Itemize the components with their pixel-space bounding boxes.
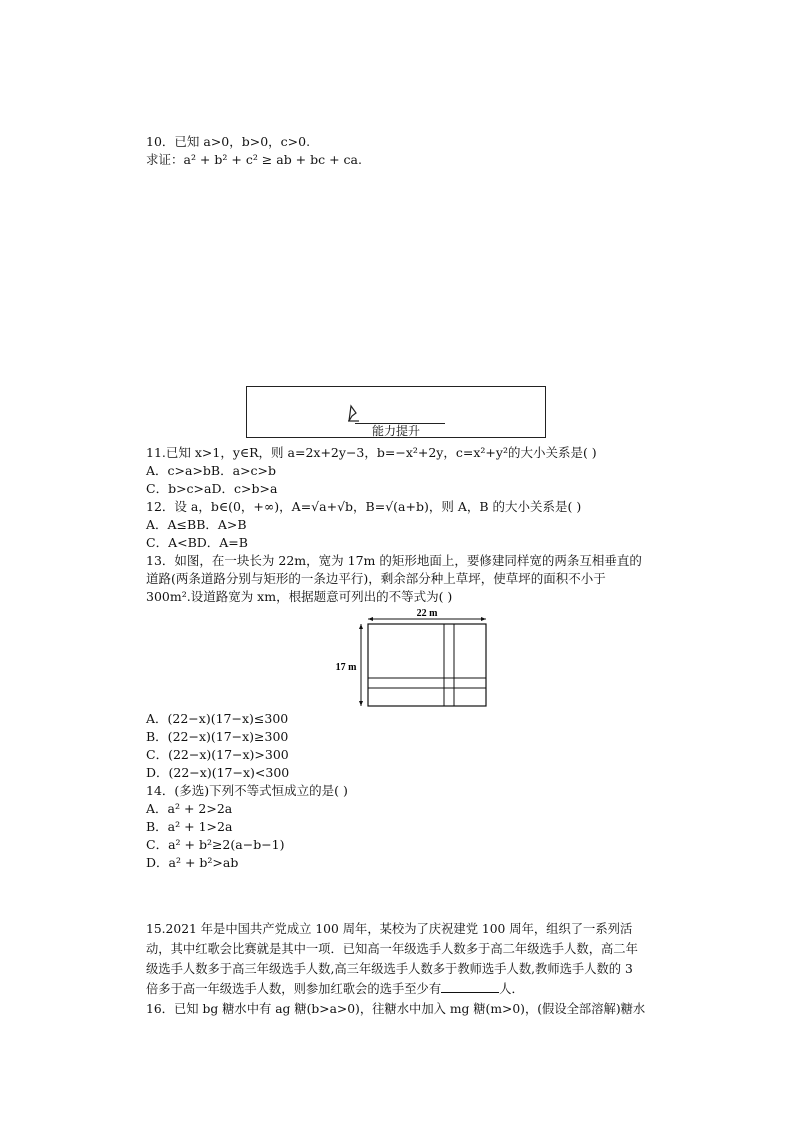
road-crossing — [445, 679, 454, 688]
width-arrow-left — [368, 617, 373, 621]
pencil-flag-icon — [347, 404, 361, 422]
height-arrow-top — [359, 624, 363, 629]
q15-line4-text: 倍多于高一年级选手人数，则参加红歌会的选手至少有 — [146, 982, 442, 996]
q10-line1: 10．已知 a>0，b>0，c>0. — [146, 134, 311, 149]
q10-line2: 求证：a² + b² + c² ≥ ab + bc + ca. — [146, 152, 362, 167]
q15-line2: 动，其中红歌会比赛就是其中一项．已知高一年级选手人数多于高二年级选手人数，高二年 — [146, 942, 638, 956]
road-diagram — [332, 606, 492, 710]
q15-line4-unit: 人． — [499, 982, 524, 996]
q15-line3: 级选手人数多于高三年级选手人数,高三年级选手人数多于教师选手人数,教师选手人数的 3 — [146, 962, 633, 976]
height-label: 17 m — [335, 662, 357, 673]
q14-option-b: B．a² + 1>2a — [146, 819, 233, 834]
q12-options-ab: A．A≤BB．A>B — [146, 517, 247, 532]
q13-line3: 300m².设道路宽为 xm，根据题意可列出的不等式为( ) — [146, 589, 453, 604]
q13-line1: 13．如图，在一块长为 22m，宽为 17m 的矩形地面上，要修建同样宽的两条互相垂直的 — [146, 553, 642, 568]
q12-stem: 12．设 a，b∈(0，+∞)，A=√a+√b，B=√(a+b)，则 A，B 的大小关系是( ) — [146, 499, 582, 514]
q14-option-d: D．a² + b²>ab — [146, 855, 239, 870]
q14-option-c: C．a² + b²≥2(a−b−1) — [146, 837, 285, 852]
q16-line1: 16．已知 bg 糖水中有 ag 糖(b>a>0)，往糖水中加入 mg 糖(m>0)，(假设全部溶解)糖水 — [146, 1002, 646, 1016]
q13-option-a: A．(22−x)(17−x)≤300 — [146, 711, 289, 726]
width-label: 22 m — [416, 608, 438, 619]
width-arrow-right — [481, 617, 486, 621]
q12-options-cd: C．A<BD．A=B — [146, 535, 248, 550]
q11-stem: 11.已知 x>1，y∈R，则 a=2x+2y−3，b=−x²+2y，c=x²+y²的大小关系是( ) — [146, 445, 597, 460]
q15-line4 — [146, 980, 524, 998]
height-arrow-bottom — [359, 701, 363, 706]
field-rectangle — [368, 624, 486, 706]
q13-option-c: C．(22−x)(17−x)>300 — [146, 747, 289, 762]
q14-option-a: A．a² + 2>2a — [146, 801, 233, 816]
q11-options-ab: A．c>a>bB．a>c>b — [146, 463, 277, 478]
q13-option-d: D．(22−x)(17−x)<300 — [146, 765, 290, 780]
q14-stem: 14．(多选)下列不等式恒成立的是( ) — [146, 783, 348, 798]
section-banner — [246, 386, 546, 438]
banner-title: 能力提升 — [371, 424, 420, 438]
q13-line2: 道路(两条道路分别与矩形的一条边平行)，剩余部分种上草坪，使草坪的面积不小于 — [146, 571, 606, 586]
answer-blank[interactable] — [441, 980, 499, 993]
q13-option-b: B．(22−x)(17−x)≥300 — [146, 729, 289, 744]
q11-options-cd: C．b>c>aD．c>b>a — [146, 481, 278, 496]
q15-line1: 15.2021 年是中国共产党成立 100 周年，某校为了庆祝建党 100 周年，组织了一系列活 — [146, 922, 633, 936]
